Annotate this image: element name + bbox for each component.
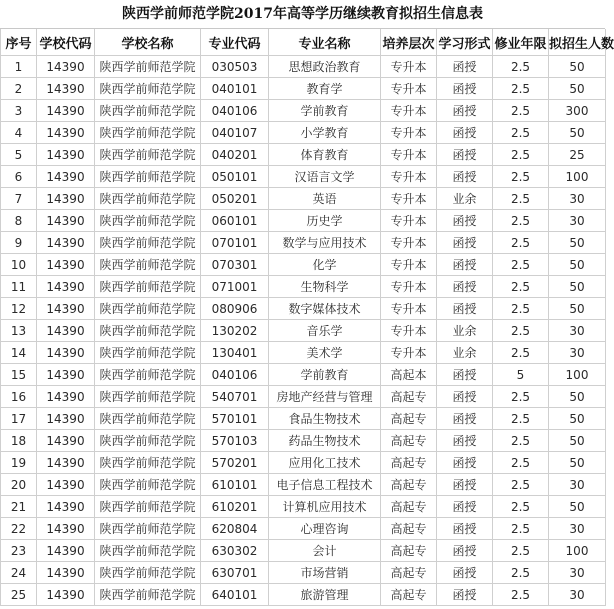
cell-major-code: 570103: [201, 430, 269, 452]
cell-school-name: 陕西学前师范学院: [95, 430, 201, 452]
cell-duration: 2.5: [493, 430, 549, 452]
cell-level: 专升本: [381, 188, 437, 210]
cell-index: 13: [1, 320, 37, 342]
cell-school-name: 陕西学前师范学院: [95, 298, 201, 320]
header-row: [1, 29, 606, 56]
cell-duration: 2.5: [493, 122, 549, 144]
table-row: [1, 210, 606, 232]
cell-quota: 30: [549, 320, 606, 342]
cell-major-name: 旅游管理: [269, 584, 381, 606]
cell-duration: 2.5: [493, 78, 549, 100]
cell-quota: 30: [549, 474, 606, 496]
cell-quota: 25: [549, 144, 606, 166]
cell-index: 20: [1, 474, 37, 496]
cell-level: 高起专: [381, 386, 437, 408]
cell-major-name: 生物科学: [269, 276, 381, 298]
cell-duration: 2.5: [493, 540, 549, 562]
header-cell: 学校代码: [37, 29, 95, 56]
table-row: [1, 188, 606, 210]
table-row: [1, 100, 606, 122]
cell-school-code: 14390: [37, 518, 95, 540]
cell-level: 专升本: [381, 78, 437, 100]
table-row: [1, 584, 606, 606]
cell-school-name: 陕西学前师范学院: [95, 320, 201, 342]
cell-school-name: 陕西学前师范学院: [95, 56, 201, 78]
cell-study-form: 函授: [437, 210, 493, 232]
cell-major-code: 130202: [201, 320, 269, 342]
enrollment-table: [0, 29, 614, 606]
table-row: [1, 298, 606, 320]
cell-study-form: 函授: [437, 562, 493, 584]
cell-level: 专升本: [381, 254, 437, 276]
cell-school-code: 14390: [37, 100, 95, 122]
cell-quota: 50: [549, 386, 606, 408]
cell-school-name: 陕西学前师范学院: [95, 78, 201, 100]
cell-school-name: 陕西学前师范学院: [95, 210, 201, 232]
cell-major-code: 570101: [201, 408, 269, 430]
cell-level: 高起专: [381, 584, 437, 606]
cell-quota: 30: [549, 518, 606, 540]
cell-index: 3: [1, 100, 37, 122]
cell-major-code: 620804: [201, 518, 269, 540]
cell-level: 专升本: [381, 166, 437, 188]
cell-major-name: 应用化工技术: [269, 452, 381, 474]
header-cell: 专业代码: [201, 29, 269, 56]
cell-major-code: 570201: [201, 452, 269, 474]
cell-study-form: 函授: [437, 584, 493, 606]
cell-quota: 30: [549, 342, 606, 364]
cell-school-name: 陕西学前师范学院: [95, 518, 201, 540]
cell-school-code: 14390: [37, 584, 95, 606]
cell-level: 高起专: [381, 562, 437, 584]
cell-level: 专升本: [381, 342, 437, 364]
cell-major-name: 数学与应用技术: [269, 232, 381, 254]
cell-major-name: 美术学: [269, 342, 381, 364]
cell-major-code: 040201: [201, 144, 269, 166]
cell-level: 高起专: [381, 430, 437, 452]
cell-school-name: 陕西学前师范学院: [95, 342, 201, 364]
cell-study-form: 函授: [437, 518, 493, 540]
table-row: [1, 430, 606, 452]
cell-major-name: 会计: [269, 540, 381, 562]
cell-major-code: 040106: [201, 364, 269, 386]
table-row: [1, 496, 606, 518]
cell-school-code: 14390: [37, 430, 95, 452]
cell-study-form: 函授: [437, 540, 493, 562]
cell-duration: 2.5: [493, 188, 549, 210]
cell-study-form: 业余: [437, 188, 493, 210]
cell-index: 18: [1, 430, 37, 452]
table-row: [1, 144, 606, 166]
cell-school-name: 陕西学前师范学院: [95, 584, 201, 606]
table-row: [1, 276, 606, 298]
cell-major-name: 学前教育: [269, 364, 381, 386]
cell-school-name: 陕西学前师范学院: [95, 254, 201, 276]
table-row: [1, 320, 606, 342]
table-row: [1, 254, 606, 276]
cell-level: 专升本: [381, 100, 437, 122]
cell-index: 21: [1, 496, 37, 518]
cell-school-name: 陕西学前师范学院: [95, 452, 201, 474]
cell-index: 17: [1, 408, 37, 430]
cell-school-code: 14390: [37, 364, 95, 386]
cell-major-name: 电子信息工程技术: [269, 474, 381, 496]
cell-school-name: 陕西学前师范学院: [95, 408, 201, 430]
cell-level: 专升本: [381, 320, 437, 342]
cell-duration: 2.5: [493, 474, 549, 496]
table-row: [1, 452, 606, 474]
table-row: [1, 232, 606, 254]
cell-school-name: 陕西学前师范学院: [95, 276, 201, 298]
cell-study-form: 函授: [437, 166, 493, 188]
cell-study-form: 函授: [437, 254, 493, 276]
cell-level: 专升本: [381, 122, 437, 144]
cell-quota: 50: [549, 452, 606, 474]
cell-duration: 2.5: [493, 320, 549, 342]
cell-duration: 2.5: [493, 298, 549, 320]
cell-major-name: 教育学: [269, 78, 381, 100]
table-row: [1, 562, 606, 584]
cell-school-name: 陕西学前师范学院: [95, 188, 201, 210]
cell-school-code: 14390: [37, 78, 95, 100]
table-row: [1, 166, 606, 188]
cell-duration: 2.5: [493, 166, 549, 188]
cell-study-form: 函授: [437, 122, 493, 144]
table-row: [1, 386, 606, 408]
cell-index: 2: [1, 78, 37, 100]
cell-quota: 30: [549, 188, 606, 210]
table-row: [1, 342, 606, 364]
cell-major-name: 小学教育: [269, 122, 381, 144]
cell-major-code: 070101: [201, 232, 269, 254]
cell-duration: 2.5: [493, 386, 549, 408]
cell-school-code: 14390: [37, 254, 95, 276]
cell-major-name: 音乐学: [269, 320, 381, 342]
cell-school-name: 陕西学前师范学院: [95, 122, 201, 144]
cell-index: 5: [1, 144, 37, 166]
cell-quota: 30: [549, 584, 606, 606]
cell-major-name: 英语: [269, 188, 381, 210]
cell-index: 15: [1, 364, 37, 386]
cell-duration: 2.5: [493, 254, 549, 276]
cell-major-name: 历史学: [269, 210, 381, 232]
cell-school-name: 陕西学前师范学院: [95, 386, 201, 408]
cell-index: 24: [1, 562, 37, 584]
cell-study-form: 业余: [437, 342, 493, 364]
cell-major-code: 060101: [201, 210, 269, 232]
cell-study-form: 函授: [437, 496, 493, 518]
cell-major-name: 食品生物技术: [269, 408, 381, 430]
cell-major-name: 房地产经营与管理: [269, 386, 381, 408]
cell-school-name: 陕西学前师范学院: [95, 232, 201, 254]
cell-major-code: 640101: [201, 584, 269, 606]
cell-major-code: 040101: [201, 78, 269, 100]
cell-quota: 50: [549, 430, 606, 452]
cell-study-form: 函授: [437, 430, 493, 452]
cell-quota: 100: [549, 364, 606, 386]
cell-index: 25: [1, 584, 37, 606]
header-cell: 修业年限: [493, 29, 549, 56]
cell-study-form: 函授: [437, 408, 493, 430]
cell-school-code: 14390: [37, 386, 95, 408]
cell-duration: 2.5: [493, 496, 549, 518]
cell-school-name: 陕西学前师范学院: [95, 144, 201, 166]
header-cell: 拟招生人数: [549, 29, 606, 56]
cell-duration: 2.5: [493, 144, 549, 166]
cell-duration: 2.5: [493, 276, 549, 298]
cell-quota: 300: [549, 100, 606, 122]
cell-quota: 50: [549, 56, 606, 78]
table-row: [1, 78, 606, 100]
cell-duration: 2.5: [493, 342, 549, 364]
table-row: [1, 474, 606, 496]
header-cell: 培养层次: [381, 29, 437, 56]
cell-quota: 50: [549, 276, 606, 298]
cell-study-form: 函授: [437, 298, 493, 320]
cell-study-form: 函授: [437, 276, 493, 298]
cell-duration: 2.5: [493, 518, 549, 540]
cell-quota: 50: [549, 254, 606, 276]
cell-major-code: 630701: [201, 562, 269, 584]
cell-school-code: 14390: [37, 474, 95, 496]
cell-index: 8: [1, 210, 37, 232]
cell-level: 高起专: [381, 474, 437, 496]
table-row: [1, 364, 606, 386]
cell-quota: 50: [549, 78, 606, 100]
cell-index: 16: [1, 386, 37, 408]
header-cell: 序号: [1, 29, 37, 56]
cell-quota: 100: [549, 540, 606, 562]
cell-major-code: 071001: [201, 276, 269, 298]
cell-level: 高起专: [381, 452, 437, 474]
cell-study-form: 函授: [437, 232, 493, 254]
cell-quota: 50: [549, 408, 606, 430]
cell-major-name: 市场营销: [269, 562, 381, 584]
cell-duration: 2.5: [493, 210, 549, 232]
cell-level: 高起本: [381, 364, 437, 386]
cell-study-form: 业余: [437, 320, 493, 342]
cell-school-code: 14390: [37, 298, 95, 320]
cell-major-name: 学前教育: [269, 100, 381, 122]
cell-duration: 2.5: [493, 562, 549, 584]
cell-study-form: 函授: [437, 364, 493, 386]
cell-major-code: 080906: [201, 298, 269, 320]
cell-index: 11: [1, 276, 37, 298]
table-row: [1, 122, 606, 144]
table-row: [1, 408, 606, 430]
cell-study-form: 函授: [437, 474, 493, 496]
table-row: [1, 56, 606, 78]
cell-school-code: 14390: [37, 452, 95, 474]
cell-index: 1: [1, 56, 37, 78]
cell-school-code: 14390: [37, 408, 95, 430]
cell-level: 专升本: [381, 210, 437, 232]
cell-quota: 30: [549, 562, 606, 584]
cell-school-code: 14390: [37, 166, 95, 188]
table-title: 陕西学前师范学院2017年高等学历继续教育拟招生信息表: [0, 0, 605, 29]
cell-school-code: 14390: [37, 188, 95, 210]
table-body: [1, 56, 606, 606]
cell-major-name: 体育教育: [269, 144, 381, 166]
cell-study-form: 函授: [437, 56, 493, 78]
cell-major-name: 思想政治教育: [269, 56, 381, 78]
cell-duration: 2.5: [493, 452, 549, 474]
cell-index: 6: [1, 166, 37, 188]
cell-index: 10: [1, 254, 37, 276]
cell-level: 专升本: [381, 144, 437, 166]
cell-school-code: 14390: [37, 56, 95, 78]
cell-level: 高起专: [381, 408, 437, 430]
cell-major-name: 计算机应用技术: [269, 496, 381, 518]
cell-school-name: 陕西学前师范学院: [95, 474, 201, 496]
cell-school-name: 陕西学前师范学院: [95, 540, 201, 562]
cell-level: 专升本: [381, 232, 437, 254]
cell-quota: 30: [549, 210, 606, 232]
cell-major-code: 630302: [201, 540, 269, 562]
cell-major-name: 汉语言文学: [269, 166, 381, 188]
cell-duration: 2.5: [493, 100, 549, 122]
cell-school-code: 14390: [37, 232, 95, 254]
cell-index: 19: [1, 452, 37, 474]
cell-school-name: 陕西学前师范学院: [95, 562, 201, 584]
header-cell: 学习形式: [437, 29, 493, 56]
cell-school-code: 14390: [37, 562, 95, 584]
cell-school-code: 14390: [37, 122, 95, 144]
cell-quota: 50: [549, 496, 606, 518]
cell-duration: 2.5: [493, 408, 549, 430]
cell-major-code: 610201: [201, 496, 269, 518]
cell-study-form: 函授: [437, 78, 493, 100]
cell-school-code: 14390: [37, 540, 95, 562]
cell-index: 12: [1, 298, 37, 320]
cell-major-code: 610101: [201, 474, 269, 496]
cell-index: 4: [1, 122, 37, 144]
cell-school-code: 14390: [37, 210, 95, 232]
cell-major-code: 040107: [201, 122, 269, 144]
cell-major-name: 化学: [269, 254, 381, 276]
cell-level: 专升本: [381, 276, 437, 298]
cell-major-name: 数字媒体技术: [269, 298, 381, 320]
cell-major-code: 540701: [201, 386, 269, 408]
cell-major-code: 070301: [201, 254, 269, 276]
cell-major-name: 药品生物技术: [269, 430, 381, 452]
cell-level: 专升本: [381, 298, 437, 320]
table-row: [1, 540, 606, 562]
cell-index: 23: [1, 540, 37, 562]
cell-index: 9: [1, 232, 37, 254]
cell-study-form: 函授: [437, 452, 493, 474]
cell-quota: 100: [549, 166, 606, 188]
cell-study-form: 函授: [437, 386, 493, 408]
cell-school-name: 陕西学前师范学院: [95, 100, 201, 122]
cell-level: 高起专: [381, 496, 437, 518]
cell-level: 高起专: [381, 540, 437, 562]
cell-quota: 50: [549, 122, 606, 144]
cell-duration: 2.5: [493, 56, 549, 78]
cell-index: 22: [1, 518, 37, 540]
cell-school-name: 陕西学前师范学院: [95, 364, 201, 386]
cell-school-code: 14390: [37, 144, 95, 166]
cell-school-code: 14390: [37, 496, 95, 518]
cell-study-form: 函授: [437, 100, 493, 122]
cell-index: 7: [1, 188, 37, 210]
cell-index: 14: [1, 342, 37, 364]
cell-major-code: 130401: [201, 342, 269, 364]
cell-major-code: 040106: [201, 100, 269, 122]
cell-level: 高起专: [381, 518, 437, 540]
cell-quota: 50: [549, 232, 606, 254]
cell-school-name: 陕西学前师范学院: [95, 166, 201, 188]
header-cell: 学校名称: [95, 29, 201, 56]
cell-major-code: 050201: [201, 188, 269, 210]
cell-study-form: 函授: [437, 144, 493, 166]
cell-quota: 50: [549, 298, 606, 320]
cell-major-code: 030503: [201, 56, 269, 78]
cell-major-name: 心理咨询: [269, 518, 381, 540]
header-cell: 专业名称: [269, 29, 381, 56]
cell-school-code: 14390: [37, 320, 95, 342]
cell-duration: 2.5: [493, 584, 549, 606]
cell-school-code: 14390: [37, 276, 95, 298]
cell-duration: 2.5: [493, 232, 549, 254]
cell-school-code: 14390: [37, 342, 95, 364]
cell-school-name: 陕西学前师范学院: [95, 496, 201, 518]
cell-level: 专升本: [381, 56, 437, 78]
cell-major-code: 050101: [201, 166, 269, 188]
table-row: [1, 518, 606, 540]
cell-duration: 5: [493, 364, 549, 386]
